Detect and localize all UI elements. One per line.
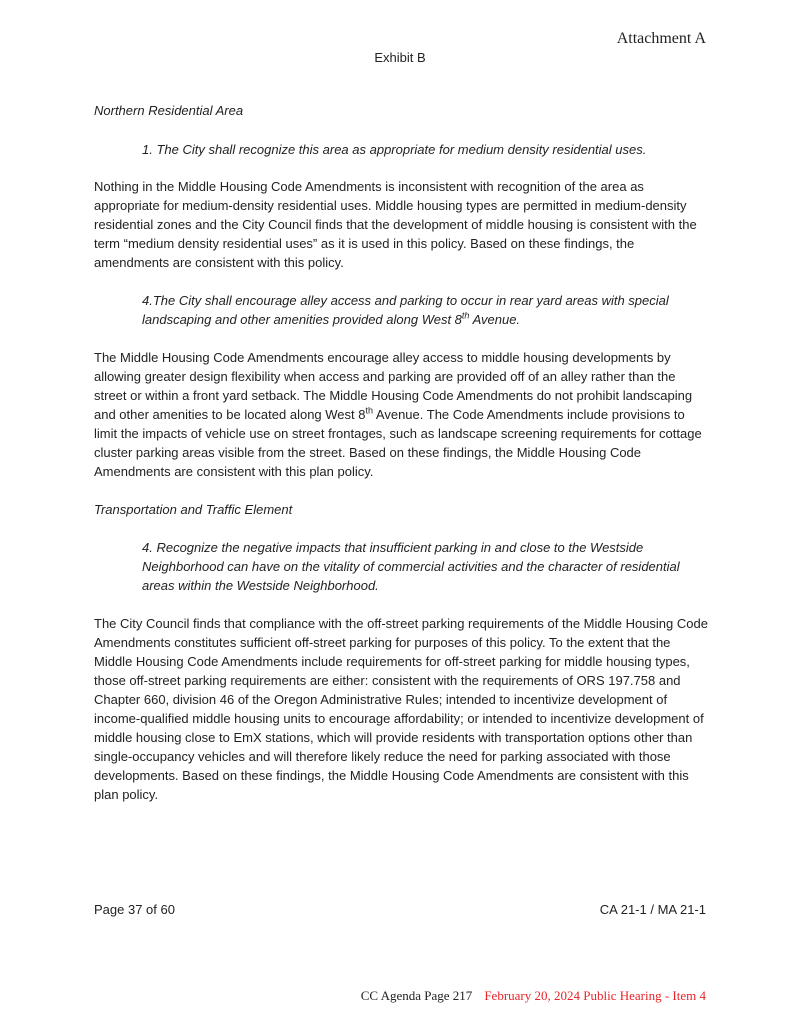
- finding-paragraph: Nothing in the Middle Housing Code Amendments is inconsistent with recognition of the area as appropriate for medium-density residential uses. Middle housing types are permitted in medium-density residential zones and the City Council finds that the development of middle housing is consistent with the term “medium density residential uses” as it is used in this policy. Based on these findings, the amendments are consistent with this policy.: [94, 179, 697, 270]
- superscript: th: [461, 310, 470, 321]
- paragraph-part: The Middle Housing Code Amendments encourage alley access to middle housing developments by allowing greater design flexibility when access and parking are provided off of an alley rather than the street or within a front yard setback. The Middle Housing Code Amendments do not prohibit landscaping and other amenities to be located along West 8: [94, 350, 693, 422]
- paragraph-part: Avenue. The Code Amendments include provisions to limit the impacts of vehicle use on street frontages, such as landscape screening requirements for cottage cluster parking areas visible from the street. Based on these findings, the Middle Housing Code Amendments are consistent with this plan policy.: [94, 407, 702, 479]
- finding-paragraph: [94, 348, 708, 481]
- finding-paragraph: The City Council finds that compliance with the off-street parking requirements of the Middle Housing Code Amendments constitutes sufficient off-street parking for purposes of this policy. To the extent that the Middle Housing Code Amendments include requirements for off-street parking for middle housing types, those off-street parking requirements are either: consistent with the requirements of ORS 197.758 and Chapter 660, division 46 of the Oregon Administrative Rules; intended to incentivize development of income-qualified middle housing units to encourage affordability; or intended to incentivize development of middle housing close to EmX stations, which will provide residents with transportation options other than single-occupancy vehicles and will therefore likely reduce the need for parking associated with those developments. Based on these findings, the Middle Housing Code Amendments are consistent with this plan policy.: [94, 616, 708, 802]
- superscript: th: [365, 405, 374, 416]
- policy-text-part: 4.The City shall encourage alley access and parking to occur in rear yard areas with special landscaping and other amenities provided along West 8: [142, 293, 669, 327]
- section-heading: Northern Residential Area: [94, 103, 244, 118]
- policy-text: 4. Recognize the negative impacts that insufficient parking in and close to the Westside Neighborhood can have on the vitality of commercial activities and the character of residential areas within the Westside Neighborhood.: [142, 540, 680, 593]
- section-heading: Transportation and Traffic Element: [94, 502, 293, 517]
- exhibit-label: Exhibit B: [374, 50, 426, 65]
- hearing-label: February 20, 2024 Public Hearing - Item 4: [484, 988, 706, 1003]
- policy-text: 1. The City shall recognize this area as appropriate for medium density residential uses.: [142, 142, 647, 157]
- policy-text-part: Avenue.: [469, 312, 521, 327]
- agenda-page: CC Agenda Page 217: [360, 988, 473, 1003]
- policy-text: [142, 291, 702, 329]
- agenda-stamp: [361, 986, 706, 1005]
- case-number: CA 21-1 / MA 21-1: [599, 902, 706, 917]
- attachment-label: Attachment A: [616, 30, 706, 47]
- page-number: Page 37 of 60: [94, 902, 175, 917]
